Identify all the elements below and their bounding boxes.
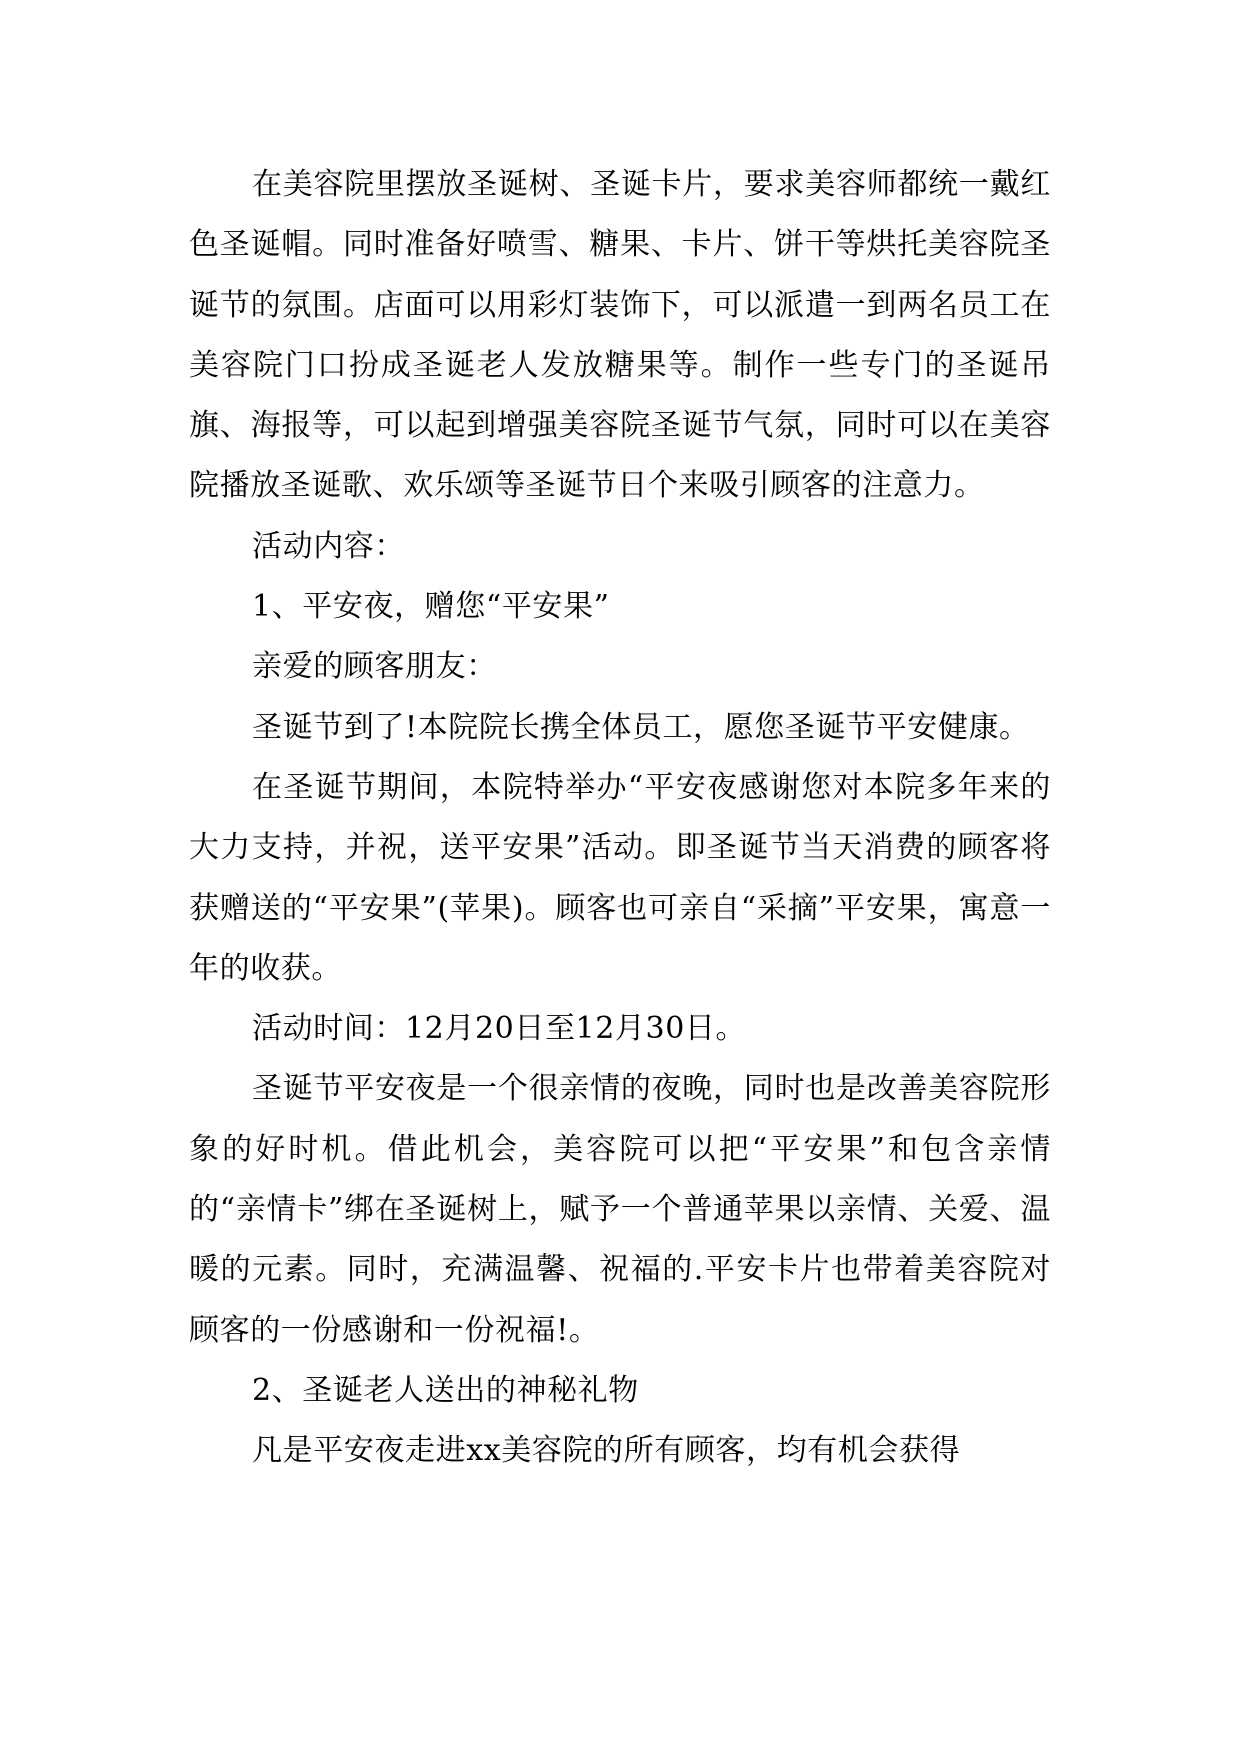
paragraph-christmas-eve: 圣诞节平安夜是一个很亲情的夜晚，同时也是改善美容院形象的好时机。借此机会，美容院可以把“平安果”和包含亲情的“亲情卡”绑在圣诞树上，赋予一个普通苹果以亲情、关爱、温暖的元素。同时，充满温馨、祝福的.平安卡片也带着美容院对顾客的一份感谢和一份祝福!。 xyxy=(189,1071,1051,1348)
paragraph-activity-time: 活动时间：12月20日至12月30日。 xyxy=(252,1011,747,1047)
paragraph-item-2-title: 2、圣诞老人送出的神秘礼物 xyxy=(252,1372,639,1408)
paragraph-activity-content-heading: 活动内容： xyxy=(252,528,405,564)
paragraph-item-1-title: 1、平安夜，赠您“平安果” xyxy=(252,589,610,625)
paragraph-mystery-gift: 凡是平安夜走进xx美容院的所有顾客，均有机会获得 xyxy=(252,1433,961,1469)
paragraph-wishes: 圣诞节到了!本院院长携全体员工，愿您圣诞节平安健康。 xyxy=(252,709,1030,745)
document-body xyxy=(189,155,1051,1482)
paragraph-event-description: 在圣诞节期间，本院特举办“平安夜感谢您对本院多年来的大力支持，并祝，送平安果”活动。即圣诞节当天消费的顾客将获赠送的“平安果”(苹果)。顾客也可亲自“采摘”平安果，寓意一年的收获。 xyxy=(189,769,1051,986)
paragraph-decoration: 在美容院里摆放圣诞树、圣诞卡片，要求美容师都统一戴红色圣诞帽。同时准备好喷雪、糖果、卡片、饼干等烘托美容院圣诞节的氛围。店面可以用彩灯装饰下，可以派遣一到两名员工在美容院门口扮成圣诞老人发放糖果等。制作一些专门的圣诞吊旗、海报等，可以起到增强美容院圣诞节气氛，同时可以在美容院播放圣诞歌、欢乐颂等圣诞节日个来吸引顾客的注意力。 xyxy=(189,167,1051,504)
paragraph-greeting: 亲爱的顾客朋友： xyxy=(252,649,497,685)
